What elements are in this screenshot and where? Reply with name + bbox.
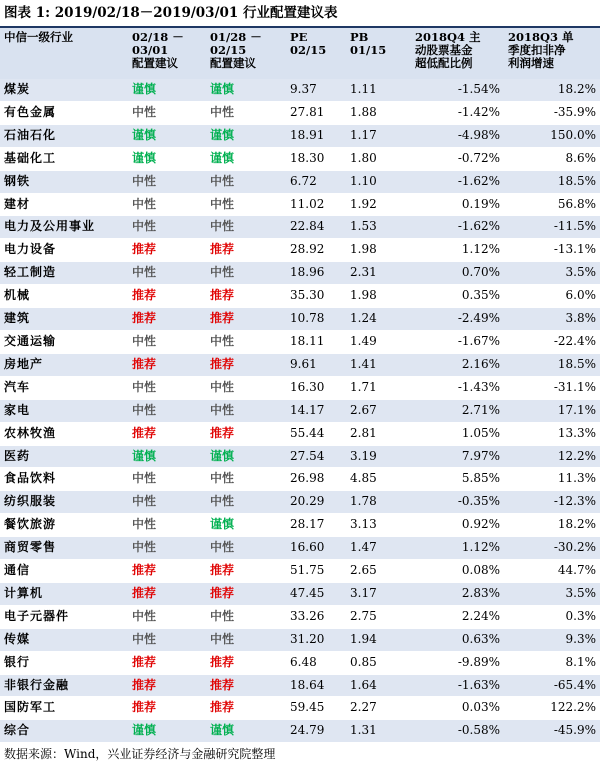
industry-cell: 纺织服装 bbox=[0, 491, 128, 514]
rec-old-cell: 推荐 bbox=[206, 582, 286, 605]
pb-cell: 1.88 bbox=[346, 101, 411, 124]
pb-cell: 1.47 bbox=[346, 537, 411, 560]
table-row bbox=[0, 628, 600, 651]
table-header-row bbox=[0, 27, 600, 79]
figure-title: 图表 1: 2019/02/18－2019/03/01 行业配置建议表 bbox=[4, 5, 338, 21]
header-rec-new: 02/18 － 03/01 配置建议 bbox=[128, 27, 206, 79]
rec-new-cell: 推荐 bbox=[128, 674, 206, 697]
profit-growth-cell: -31.1% bbox=[504, 376, 600, 399]
fund-ratio-cell: -1.43% bbox=[411, 376, 504, 399]
pb-cell: 1.80 bbox=[346, 147, 411, 170]
profit-growth-cell: 8.6% bbox=[504, 147, 600, 170]
header-fund-ratio: 2018Q4 主 动股票基金 超低配比例 bbox=[411, 27, 504, 79]
profit-growth-cell: -22.4% bbox=[504, 330, 600, 353]
rec-new-cell: 谨慎 bbox=[128, 124, 206, 147]
industry-cell: 传媒 bbox=[0, 628, 128, 651]
fund-ratio-cell: -0.35% bbox=[411, 491, 504, 514]
fund-ratio-cell: -1.62% bbox=[411, 216, 504, 239]
rec-new-cell: 推荐 bbox=[128, 582, 206, 605]
header-pe: PE 02/15 bbox=[286, 27, 346, 79]
rec-new-cell: 中性 bbox=[128, 514, 206, 537]
rec-new-cell: 中性 bbox=[128, 399, 206, 422]
header-industry: 中信一级行业 bbox=[0, 27, 128, 79]
rec-new-cell: 推荐 bbox=[128, 697, 206, 720]
profit-growth-cell: 18.2% bbox=[504, 79, 600, 101]
pe-cell: 28.17 bbox=[286, 514, 346, 537]
rec-new-cell: 推荐 bbox=[128, 560, 206, 583]
industry-cell: 非银行金融 bbox=[0, 674, 128, 697]
pb-cell: 2.31 bbox=[346, 262, 411, 285]
rec-new-cell: 中性 bbox=[128, 101, 206, 124]
pe-cell: 10.78 bbox=[286, 308, 346, 331]
profit-growth-cell: 56.8% bbox=[504, 193, 600, 216]
pb-cell: 3.13 bbox=[346, 514, 411, 537]
fund-ratio-cell: -1.63% bbox=[411, 674, 504, 697]
rec-new-cell: 谨慎 bbox=[128, 720, 206, 743]
rec-old-cell: 中性 bbox=[206, 628, 286, 651]
pb-cell: 1.31 bbox=[346, 720, 411, 743]
rec-new-cell: 中性 bbox=[128, 376, 206, 399]
profit-growth-cell: 3.8% bbox=[504, 308, 600, 331]
table-row bbox=[0, 376, 600, 399]
pe-cell: 47.45 bbox=[286, 582, 346, 605]
industry-cell: 电力及公用事业 bbox=[0, 216, 128, 239]
rec-new-cell: 推荐 bbox=[128, 308, 206, 331]
fund-ratio-cell: 2.24% bbox=[411, 605, 504, 628]
rec-old-cell: 中性 bbox=[206, 468, 286, 491]
fund-ratio-cell: 2.71% bbox=[411, 399, 504, 422]
rec-new-cell: 推荐 bbox=[128, 422, 206, 445]
fund-ratio-cell: -9.89% bbox=[411, 651, 504, 674]
profit-growth-cell: 11.3% bbox=[504, 468, 600, 491]
pb-cell: 2.75 bbox=[346, 605, 411, 628]
pb-cell: 1.17 bbox=[346, 124, 411, 147]
profit-growth-cell: 3.5% bbox=[504, 582, 600, 605]
pe-cell: 9.61 bbox=[286, 353, 346, 376]
rec-old-cell: 推荐 bbox=[206, 239, 286, 262]
fund-ratio-cell: 0.19% bbox=[411, 193, 504, 216]
pe-cell: 33.26 bbox=[286, 605, 346, 628]
profit-growth-cell: 3.5% bbox=[504, 262, 600, 285]
rec-old-cell: 推荐 bbox=[206, 422, 286, 445]
pb-cell: 2.65 bbox=[346, 560, 411, 583]
table-row bbox=[0, 582, 600, 605]
pe-cell: 11.02 bbox=[286, 193, 346, 216]
table-row bbox=[0, 468, 600, 491]
profit-growth-cell: 6.0% bbox=[504, 285, 600, 308]
profit-growth-cell: 0.3% bbox=[504, 605, 600, 628]
industry-cell: 餐饮旅游 bbox=[0, 514, 128, 537]
source-note: 数据来源：Wind，兴业证券经济与金融研究院整理 bbox=[4, 747, 276, 762]
fund-ratio-cell: 0.08% bbox=[411, 560, 504, 583]
pe-cell: 27.54 bbox=[286, 445, 346, 468]
fund-ratio-cell: -1.67% bbox=[411, 330, 504, 353]
rec-old-cell: 推荐 bbox=[206, 674, 286, 697]
profit-growth-cell: 12.2% bbox=[504, 445, 600, 468]
table-row bbox=[0, 124, 600, 147]
pb-cell: 3.17 bbox=[346, 582, 411, 605]
header-profit-growth: 2018Q3 单 季度扣非净 利润增速 bbox=[504, 27, 600, 79]
rec-new-cell: 中性 bbox=[128, 193, 206, 216]
profit-growth-cell: 13.3% bbox=[504, 422, 600, 445]
pe-cell: 26.98 bbox=[286, 468, 346, 491]
pe-cell: 31.20 bbox=[286, 628, 346, 651]
industry-cell: 电力设备 bbox=[0, 239, 128, 262]
industry-cell: 银行 bbox=[0, 651, 128, 674]
industry-cell: 基础化工 bbox=[0, 147, 128, 170]
fund-ratio-cell: -0.72% bbox=[411, 147, 504, 170]
rec-old-cell: 中性 bbox=[206, 170, 286, 193]
pe-cell: 9.37 bbox=[286, 79, 346, 101]
profit-growth-cell: 18.2% bbox=[504, 514, 600, 537]
profit-growth-cell: 17.1% bbox=[504, 399, 600, 422]
rec-new-cell: 中性 bbox=[128, 262, 206, 285]
rec-old-cell: 推荐 bbox=[206, 285, 286, 308]
pb-cell: 1.24 bbox=[346, 308, 411, 331]
pb-cell: 1.94 bbox=[346, 628, 411, 651]
rec-new-cell: 推荐 bbox=[128, 239, 206, 262]
rec-old-cell: 谨慎 bbox=[206, 147, 286, 170]
profit-growth-cell: -30.2% bbox=[504, 537, 600, 560]
rec-old-cell: 中性 bbox=[206, 193, 286, 216]
profit-growth-cell: 18.5% bbox=[504, 353, 600, 376]
fund-ratio-cell: -1.62% bbox=[411, 170, 504, 193]
profit-growth-cell: 18.5% bbox=[504, 170, 600, 193]
industry-cell: 商贸零售 bbox=[0, 537, 128, 560]
pe-cell: 18.64 bbox=[286, 674, 346, 697]
rec-new-cell: 谨慎 bbox=[128, 147, 206, 170]
industry-cell: 房地产 bbox=[0, 353, 128, 376]
pe-cell: 18.91 bbox=[286, 124, 346, 147]
rec-old-cell: 推荐 bbox=[206, 651, 286, 674]
pb-cell: 4.85 bbox=[346, 468, 411, 491]
pe-cell: 20.29 bbox=[286, 491, 346, 514]
table-row bbox=[0, 720, 600, 743]
rec-new-cell: 推荐 bbox=[128, 353, 206, 376]
industry-cell: 计算机 bbox=[0, 582, 128, 605]
fund-ratio-cell: 2.16% bbox=[411, 353, 504, 376]
pb-cell: 2.67 bbox=[346, 399, 411, 422]
pb-cell: 1.11 bbox=[346, 79, 411, 101]
pe-cell: 55.44 bbox=[286, 422, 346, 445]
rec-new-cell: 中性 bbox=[128, 216, 206, 239]
rec-new-cell: 中性 bbox=[128, 537, 206, 560]
rec-old-cell: 中性 bbox=[206, 376, 286, 399]
profit-growth-cell: -65.4% bbox=[504, 674, 600, 697]
table-row bbox=[0, 101, 600, 124]
table-row bbox=[0, 239, 600, 262]
profit-growth-cell: 44.7% bbox=[504, 560, 600, 583]
table-row bbox=[0, 353, 600, 376]
table-row bbox=[0, 537, 600, 560]
fund-ratio-cell: 0.35% bbox=[411, 285, 504, 308]
rec-old-cell: 推荐 bbox=[206, 560, 286, 583]
rec-new-cell: 中性 bbox=[128, 170, 206, 193]
rec-old-cell: 谨慎 bbox=[206, 124, 286, 147]
pe-cell: 24.79 bbox=[286, 720, 346, 743]
pb-cell: 1.10 bbox=[346, 170, 411, 193]
fund-ratio-cell: 0.63% bbox=[411, 628, 504, 651]
table-row bbox=[0, 605, 600, 628]
pb-cell: 1.64 bbox=[346, 674, 411, 697]
pe-cell: 14.17 bbox=[286, 399, 346, 422]
table-row bbox=[0, 651, 600, 674]
pe-cell: 51.75 bbox=[286, 560, 346, 583]
profit-growth-cell: -45.9% bbox=[504, 720, 600, 743]
pe-cell: 18.30 bbox=[286, 147, 346, 170]
rec-old-cell: 推荐 bbox=[206, 697, 286, 720]
rec-old-cell: 谨慎 bbox=[206, 445, 286, 468]
profit-growth-cell: -11.5% bbox=[504, 216, 600, 239]
rec-new-cell: 推荐 bbox=[128, 651, 206, 674]
industry-cell: 电子元器件 bbox=[0, 605, 128, 628]
profit-growth-cell: 8.1% bbox=[504, 651, 600, 674]
fund-ratio-cell: -0.58% bbox=[411, 720, 504, 743]
pe-cell: 59.45 bbox=[286, 697, 346, 720]
rec-new-cell: 中性 bbox=[128, 468, 206, 491]
fund-ratio-cell: -2.49% bbox=[411, 308, 504, 331]
rec-old-cell: 谨慎 bbox=[206, 720, 286, 743]
fund-ratio-cell: -4.98% bbox=[411, 124, 504, 147]
rec-new-cell: 中性 bbox=[128, 491, 206, 514]
table-row bbox=[0, 147, 600, 170]
table-row bbox=[0, 560, 600, 583]
industry-cell: 国防军工 bbox=[0, 697, 128, 720]
fund-ratio-cell: 0.03% bbox=[411, 697, 504, 720]
fund-ratio-cell: 7.97% bbox=[411, 445, 504, 468]
industry-cell: 汽车 bbox=[0, 376, 128, 399]
industry-cell: 石油石化 bbox=[0, 124, 128, 147]
table-row bbox=[0, 170, 600, 193]
fund-ratio-cell: -1.42% bbox=[411, 101, 504, 124]
pb-cell: 0.85 bbox=[346, 651, 411, 674]
profit-growth-cell: -12.3% bbox=[504, 491, 600, 514]
pb-cell: 2.27 bbox=[346, 697, 411, 720]
pb-cell: 1.53 bbox=[346, 216, 411, 239]
profit-growth-cell: 122.2% bbox=[504, 697, 600, 720]
table-row bbox=[0, 674, 600, 697]
rec-old-cell: 中性 bbox=[206, 262, 286, 285]
fund-ratio-cell: 1.12% bbox=[411, 239, 504, 262]
rec-old-cell: 谨慎 bbox=[206, 514, 286, 537]
industry-cell: 交通运输 bbox=[0, 330, 128, 353]
rec-new-cell: 中性 bbox=[128, 628, 206, 651]
rec-old-cell: 推荐 bbox=[206, 353, 286, 376]
pb-cell: 1.41 bbox=[346, 353, 411, 376]
table-row bbox=[0, 216, 600, 239]
profit-growth-cell: -13.1% bbox=[504, 239, 600, 262]
fund-ratio-cell: -1.54% bbox=[411, 79, 504, 101]
industry-cell: 食品饮料 bbox=[0, 468, 128, 491]
fund-ratio-cell: 0.70% bbox=[411, 262, 504, 285]
table-row bbox=[0, 262, 600, 285]
industry-cell: 钢铁 bbox=[0, 170, 128, 193]
industry-cell: 建材 bbox=[0, 193, 128, 216]
table-body bbox=[0, 79, 600, 743]
header-pb: PB 01/15 bbox=[346, 27, 411, 79]
industry-cell: 有色金属 bbox=[0, 101, 128, 124]
rec-old-cell: 中性 bbox=[206, 101, 286, 124]
pb-cell: 1.92 bbox=[346, 193, 411, 216]
rec-old-cell: 中性 bbox=[206, 491, 286, 514]
fund-ratio-cell: 0.92% bbox=[411, 514, 504, 537]
pb-cell: 3.19 bbox=[346, 445, 411, 468]
rec-old-cell: 中性 bbox=[206, 330, 286, 353]
industry-cell: 农林牧渔 bbox=[0, 422, 128, 445]
table-row bbox=[0, 79, 600, 101]
pe-cell: 6.72 bbox=[286, 170, 346, 193]
pe-cell: 18.96 bbox=[286, 262, 346, 285]
fund-ratio-cell: 1.12% bbox=[411, 537, 504, 560]
rec-new-cell: 中性 bbox=[128, 605, 206, 628]
table-row bbox=[0, 330, 600, 353]
pb-cell: 2.81 bbox=[346, 422, 411, 445]
pe-cell: 22.84 bbox=[286, 216, 346, 239]
industry-cell: 家电 bbox=[0, 399, 128, 422]
pe-cell: 35.30 bbox=[286, 285, 346, 308]
pe-cell: 18.11 bbox=[286, 330, 346, 353]
rec-new-cell: 推荐 bbox=[128, 285, 206, 308]
profit-growth-cell: -35.9% bbox=[504, 101, 600, 124]
industry-cell: 通信 bbox=[0, 560, 128, 583]
profit-growth-cell: 150.0% bbox=[504, 124, 600, 147]
pe-cell: 16.60 bbox=[286, 537, 346, 560]
header-rec-old: 01/28 － 02/15 配置建议 bbox=[206, 27, 286, 79]
pb-cell: 1.71 bbox=[346, 376, 411, 399]
table-row bbox=[0, 491, 600, 514]
rec-old-cell: 中性 bbox=[206, 216, 286, 239]
table-row bbox=[0, 285, 600, 308]
rec-old-cell: 中性 bbox=[206, 537, 286, 560]
pb-cell: 1.98 bbox=[346, 285, 411, 308]
fund-ratio-cell: 1.05% bbox=[411, 422, 504, 445]
pe-cell: 6.48 bbox=[286, 651, 346, 674]
industry-cell: 轻工制造 bbox=[0, 262, 128, 285]
pb-cell: 1.98 bbox=[346, 239, 411, 262]
table-row bbox=[0, 697, 600, 720]
rec-old-cell: 推荐 bbox=[206, 308, 286, 331]
rec-new-cell: 谨慎 bbox=[128, 79, 206, 101]
allocation-table bbox=[0, 26, 600, 743]
industry-cell: 综合 bbox=[0, 720, 128, 743]
industry-cell: 煤炭 bbox=[0, 79, 128, 101]
table-row bbox=[0, 399, 600, 422]
industry-cell: 机械 bbox=[0, 285, 128, 308]
industry-cell: 医药 bbox=[0, 445, 128, 468]
table-row bbox=[0, 422, 600, 445]
pe-cell: 27.81 bbox=[286, 101, 346, 124]
fund-ratio-cell: 2.83% bbox=[411, 582, 504, 605]
pb-cell: 1.49 bbox=[346, 330, 411, 353]
profit-growth-cell: 9.3% bbox=[504, 628, 600, 651]
pb-cell: 1.78 bbox=[346, 491, 411, 514]
table-row bbox=[0, 308, 600, 331]
pe-cell: 16.30 bbox=[286, 376, 346, 399]
pe-cell: 28.92 bbox=[286, 239, 346, 262]
rec-new-cell: 谨慎 bbox=[128, 445, 206, 468]
rec-new-cell: 中性 bbox=[128, 330, 206, 353]
rec-old-cell: 中性 bbox=[206, 399, 286, 422]
table-row bbox=[0, 514, 600, 537]
industry-cell: 建筑 bbox=[0, 308, 128, 331]
table-row bbox=[0, 193, 600, 216]
table-row bbox=[0, 445, 600, 468]
rec-old-cell: 谨慎 bbox=[206, 79, 286, 101]
rec-old-cell: 中性 bbox=[206, 605, 286, 628]
fund-ratio-cell: 5.85% bbox=[411, 468, 504, 491]
